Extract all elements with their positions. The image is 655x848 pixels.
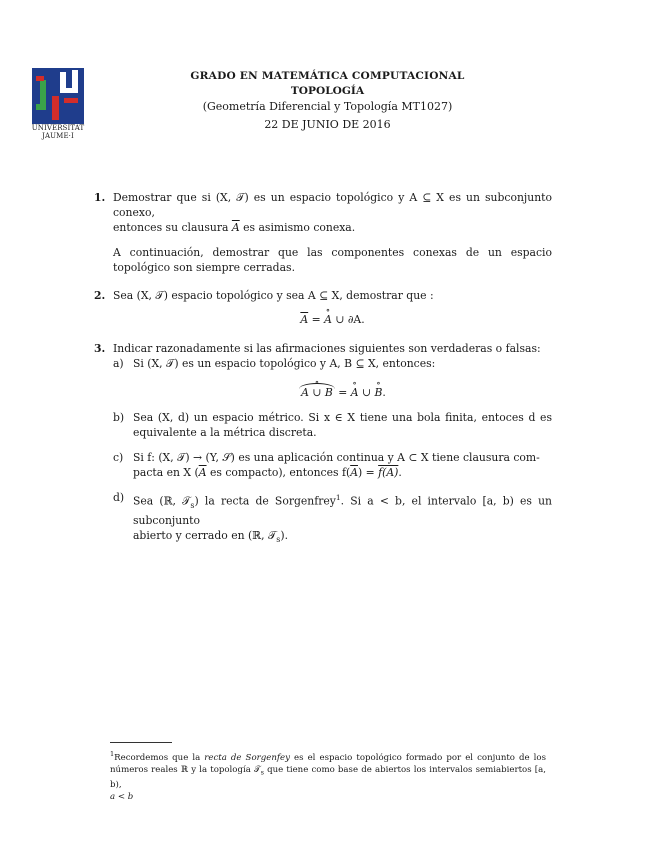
footnote-rule bbox=[110, 742, 172, 743]
exam-body bbox=[92, 190, 552, 547]
formula-end: . bbox=[382, 386, 386, 399]
problem-3 bbox=[92, 341, 552, 547]
footnote-emph: recta de Sorgenfey bbox=[204, 752, 290, 763]
problem-1-para2: A continuación, demostrar que las componentes conexas de un espacio topológico son siempre cerradas. bbox=[113, 246, 552, 274]
item-a-formula bbox=[133, 383, 552, 400]
logo-text-line2: JAUME·I bbox=[42, 132, 74, 140]
problem-number: 1. bbox=[94, 191, 106, 204]
item-c-line1: Si f: (X, 𝒯) → (Y, 𝒮) es una aplicación continua y A ⊂ X tiene clausura com- bbox=[133, 451, 540, 464]
logo-mark-red bbox=[52, 96, 59, 120]
item-c-text bbox=[133, 450, 552, 480]
subscript-s: s bbox=[190, 500, 195, 510]
exam-header bbox=[110, 69, 545, 133]
item-d-line1-mid: ) la recta de Sorgenfrey bbox=[194, 494, 336, 508]
closure-fA: f(A) bbox=[378, 466, 399, 479]
closure-A: $\overline{A}$ bbox=[350, 466, 358, 479]
problem-3b bbox=[113, 410, 552, 440]
logo-mark-red-dot bbox=[36, 76, 44, 81]
formula-cup: ∪ bbox=[358, 386, 375, 399]
logo-mark-red-bar bbox=[64, 98, 78, 103]
formula-union-text: A ∪ B bbox=[301, 386, 333, 399]
footnote-line3: a < b bbox=[110, 791, 134, 802]
problem-number: 3. bbox=[94, 342, 106, 355]
logo-mark-green-foot bbox=[36, 104, 46, 110]
footnote-pre: Recordemos que la bbox=[114, 752, 205, 763]
logo-text-line1: UNIVERSITAT bbox=[31, 124, 85, 132]
formula-interior-union bbox=[299, 383, 335, 400]
item-d-line2-end: ). bbox=[280, 528, 289, 542]
problem-1-line2-post: es asimismo conexa. bbox=[239, 221, 356, 234]
item-label: b) bbox=[113, 411, 125, 424]
course-subtitle: (Geometría Diferencial y Topología MT1027) bbox=[202, 100, 453, 113]
footnote bbox=[110, 748, 546, 803]
problem-2-formula bbox=[113, 312, 552, 327]
item-a-text: Si (X, 𝒯) es un espacio topológico y A, B ⊆ X, entonces: bbox=[133, 357, 436, 370]
item-d-line1-post: . Si a < b, el intervalo [a, b) es un subconjunto bbox=[133, 494, 552, 527]
item-d-text bbox=[133, 490, 552, 547]
footnote-subscript: s bbox=[260, 768, 264, 777]
problem-3-statement: Indicar razonadamente si las afirmaciones siguientes son verdaderas o falsas: bbox=[113, 342, 541, 355]
formula-eq: = bbox=[334, 386, 351, 399]
item-c-line2-pre: pacta en X ( bbox=[133, 466, 199, 479]
formula-interior-A: ∘ A bbox=[351, 385, 359, 400]
formula-interior-A: ∘ A bbox=[324, 312, 332, 327]
item-b-text: Sea (X, d) un espacio métrico. Si x ∈ X tiene una bola finita, entoces d es equivalente a la métrica discreta. bbox=[133, 411, 552, 439]
problem-2-statement: Sea (X, 𝒯) espacio topológico y sea A ⊆ X, demostrar que : bbox=[113, 289, 434, 302]
problem-1-statement bbox=[113, 190, 552, 235]
closure-A: $\overline{A}$ bbox=[231, 221, 240, 234]
formula-closure-A: $\overline{A}$ bbox=[300, 313, 309, 326]
footnote-post1: es el espacio topológico formado por el conjunto de los números reales ℝ y la topología 𝒯 bbox=[110, 752, 547, 775]
problem-3c bbox=[113, 450, 552, 480]
degree-title: GRADO EN MATEMÁTICA COMPUTACIONAL bbox=[190, 70, 465, 82]
formula-interior-B: ∘ B bbox=[374, 385, 382, 400]
exam-date: 22 DE JUNIO DE 2016 bbox=[264, 118, 391, 131]
problem-1-line2-pre: entonces su clausura bbox=[113, 221, 232, 234]
item-label: c) bbox=[113, 451, 124, 464]
logo-text bbox=[28, 124, 88, 140]
problem-3a bbox=[113, 356, 552, 400]
problem-2 bbox=[92, 288, 552, 327]
logo-mark-green bbox=[40, 80, 46, 108]
item-c-line2-mid: es compacto), entonces f( bbox=[206, 466, 351, 479]
closure-A: $\overline{A}$ bbox=[198, 466, 207, 479]
item-c-line2-end: . bbox=[398, 466, 402, 479]
formula-eq: = bbox=[308, 313, 325, 326]
formula-rest: ∪ ∂A. bbox=[331, 313, 365, 326]
problem-1-line1: Demostrar que si (X, 𝒯) es un espacio topológico y A ⊆ X es un subconjunto conexo, bbox=[113, 191, 552, 219]
item-label: a) bbox=[113, 357, 124, 370]
footnote-ref[interactable]: 1 bbox=[335, 493, 341, 502]
item-d-line2: abierto y cerrado en (ℝ, 𝒯 bbox=[133, 528, 277, 542]
item-c-line2-eq: ) = bbox=[358, 466, 379, 479]
problem-number: 2. bbox=[94, 289, 106, 302]
item-label: d) bbox=[113, 491, 125, 504]
problem-1 bbox=[92, 190, 552, 275]
item-d-line1-pre: Sea (ℝ, 𝒯 bbox=[133, 494, 191, 508]
footnote-post2: que tiene como base de abiertos los intervalos semiabiertos [a, b), bbox=[110, 764, 547, 790]
problem-1-part2 bbox=[113, 245, 552, 275]
problem-3d bbox=[113, 490, 552, 547]
subscript-s: s bbox=[276, 534, 281, 544]
footnote-mark: 1 bbox=[110, 750, 115, 758]
course-title: TOPOLOGÍA bbox=[290, 85, 365, 97]
logo-mark-white-u-base bbox=[60, 88, 78, 93]
